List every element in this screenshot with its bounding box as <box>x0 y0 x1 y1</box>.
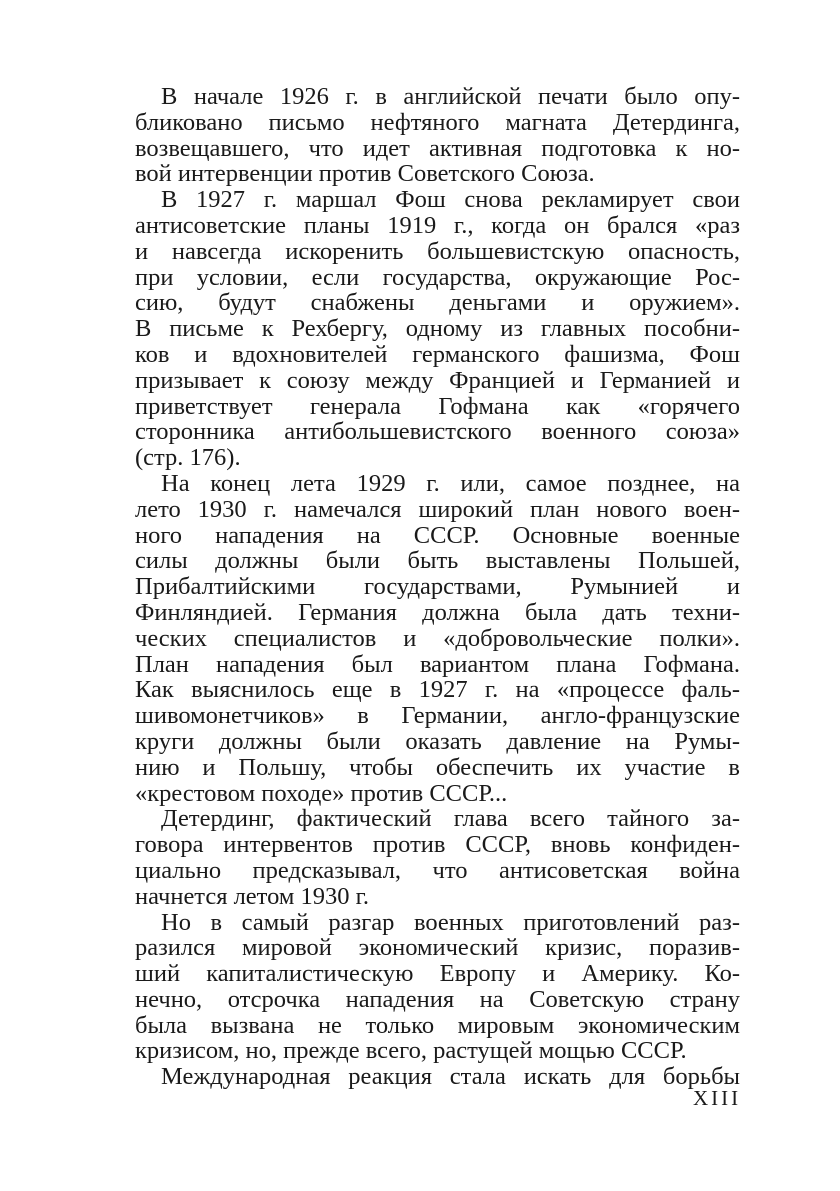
text-line: В 1927 г. маршал Фош снова рекламирует свои <box>161 186 740 214</box>
text-line: Прибалтийскими государствами, Румынией и <box>135 573 740 601</box>
text-line: (стр. 176). <box>135 444 241 472</box>
text-line: План нападения был вариантом плана Гофмана. <box>135 650 740 678</box>
text-line: шивомонетчиков» в Германии, англо-французские <box>135 702 740 730</box>
text-line: призывает к союзу между Францией и Германией и <box>135 366 740 394</box>
text-line: В письме к Рехбергу, одному из главных пособни- <box>135 315 740 343</box>
text-line: антисоветские планы 1919 г., когда он брался «раз <box>135 211 740 239</box>
text-line: циально предсказывал, что антисоветская война <box>135 856 740 884</box>
text-line: «крестовом походе» против СССР... <box>135 779 508 807</box>
text-line: при условии, если государства, окружающие Рос- <box>135 263 740 291</box>
text-line: возвещавшего, что идет активная подготовка к но- <box>135 134 740 162</box>
text-line: круги должны были оказать давление на Румы- <box>135 727 740 755</box>
page-number: XIII <box>693 1086 742 1110</box>
paragraph <box>135 1064 740 1090</box>
text-line: вой интервенции против Советского Союза. <box>135 160 595 188</box>
text-line: и навсегда искоренить большевистскую опасность, <box>135 237 740 265</box>
text-line: нию и Польшу, чтобы обеспечить их участие в <box>135 753 740 781</box>
text-line: Но в самый разгар военных приготовлений раз- <box>161 908 740 936</box>
text-line: ков и вдохновителей германского фашизма, Фош <box>135 340 740 368</box>
text-line: сию, будут снабжены деньгами и оружием». <box>135 289 740 317</box>
body-text <box>135 84 740 1090</box>
text-line: сторонника антибольшевистского военного союза» <box>135 418 740 446</box>
text-line: Международная реакция стала искать для борьбы <box>161 1063 740 1091</box>
paragraph <box>135 84 740 187</box>
paragraph <box>135 471 740 806</box>
text-line: кризисом, но, прежде всего, растущей мощью СССР. <box>135 1037 687 1065</box>
text-line: силы должны были быть выставлены Польшей, <box>135 547 740 575</box>
text-line: говора интервентов против СССР, вновь конфиден- <box>135 831 740 859</box>
text-line: начнется летом 1930 г. <box>135 882 370 910</box>
text-line: разился мировой экономический кризис, поразив- <box>135 934 740 962</box>
text-line: приветствует генерала Гофмана как «горячего <box>135 392 740 420</box>
paragraph <box>135 910 740 1065</box>
text-line: На конец лета 1929 г. или, самое позднее, на <box>161 469 740 497</box>
text-line: ного нападения на СССР. Основные военные <box>135 521 740 549</box>
paragraph <box>135 187 740 471</box>
text-line: ший капиталистическую Европу и Америку. Ко- <box>135 960 740 988</box>
text-line: бликовано письмо нефтяного магната Детердинга, <box>135 108 740 136</box>
text-line: Финляндией. Германия должна была дать техни- <box>135 598 740 626</box>
text-line: В начале 1926 г. в английской печати было опу- <box>161 83 740 110</box>
paragraph <box>135 806 740 909</box>
text-line: нечно, отсрочка нападения на Советскую страну <box>135 985 740 1013</box>
text-line: Детердинг, фактический глава всего тайного за- <box>161 805 740 833</box>
text-line: была вызвана не только мировым экономическим <box>135 1011 740 1039</box>
text-line: Как выяснилось еще в 1927 г. на «процессе фаль- <box>135 676 740 704</box>
text-line: лето 1930 г. намечался широкий план нового воен- <box>135 495 740 523</box>
text-line: ческих специалистов и «добровольческие полки». <box>135 624 740 652</box>
